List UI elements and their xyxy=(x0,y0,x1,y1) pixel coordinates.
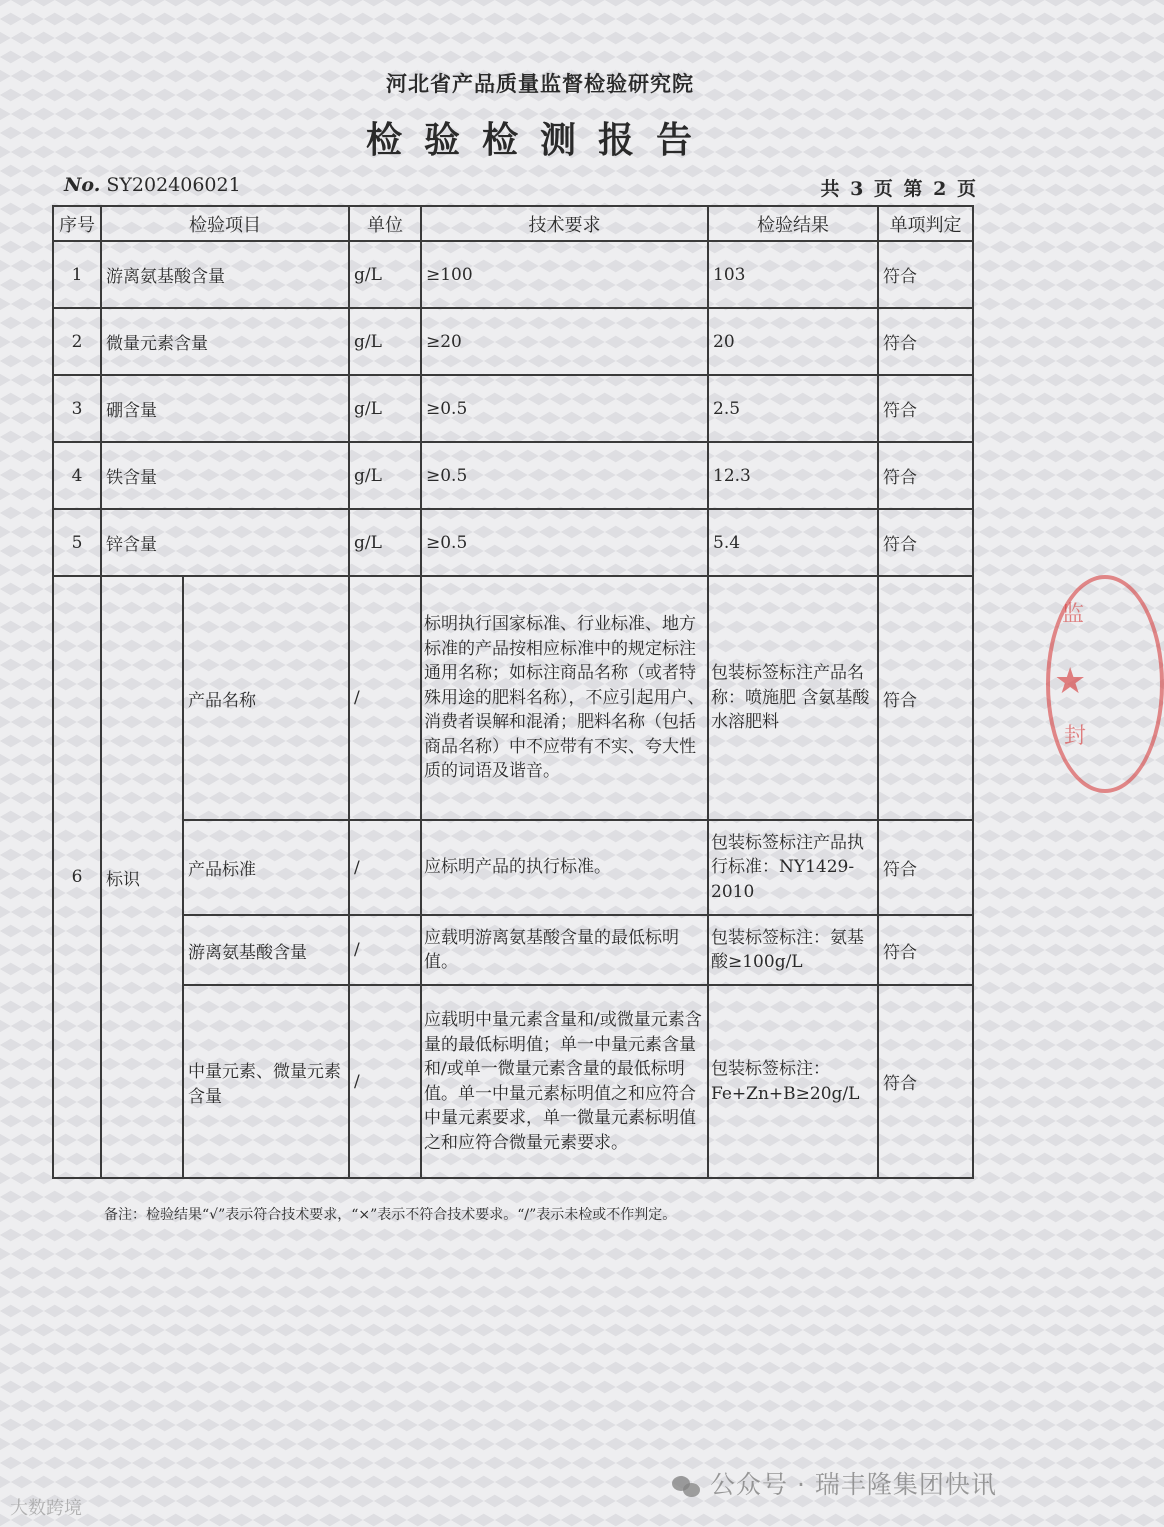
subitem-unit: / xyxy=(349,576,421,820)
row-unit: g/L xyxy=(349,442,421,509)
header-verdict: 单项判定 xyxy=(878,206,973,241)
subitem-requirement: 应标明产品的执行标准。 xyxy=(421,820,708,915)
stamp-text-top: 监 xyxy=(1062,602,1085,627)
header-unit: 单位 xyxy=(349,206,421,241)
row-unit: g/L xyxy=(349,375,421,442)
row-item: 硼含量 xyxy=(101,375,349,442)
header-item: 检验项目 xyxy=(101,206,349,241)
row-unit: g/L xyxy=(349,509,421,576)
header-no: 序号 xyxy=(53,206,101,241)
inspection-table xyxy=(52,205,974,1179)
header-requirement: 技术要求 xyxy=(421,206,708,241)
subitem-unit: / xyxy=(349,915,421,985)
subitem-verdict: 符合 xyxy=(878,985,973,1178)
subitem-result: 包装标签标注产品执行标准：NY1429-2010 xyxy=(708,820,878,915)
wechat-icon xyxy=(672,1474,702,1498)
subitem-verdict: 符合 xyxy=(878,820,973,915)
subitem-requirement: 应载明中量元素含量和/或微量元素含量的最低标明值；单一中量元素含量和/或单一微量元素含量的最低标明值。单一中量元素标明值之和应符合中量元素要求，单一微量元素标明值之和应符合微量元素要求。 xyxy=(421,985,708,1178)
row-result: 20 xyxy=(708,308,878,375)
row-verdict: 符合 xyxy=(878,308,973,375)
table-row xyxy=(53,375,973,442)
row-verdict: 符合 xyxy=(878,241,973,308)
row-requirement: ≥20 xyxy=(421,308,708,375)
institute-name: 河北省产品质量监督检验研究院 xyxy=(386,71,694,96)
subitem-name: 产品标准 xyxy=(183,820,349,915)
subitem-result: 包装标签标注：Fe+Zn+B≥20g/L xyxy=(708,985,878,1178)
label-group-item: 标识 xyxy=(101,576,183,1178)
table-row xyxy=(53,241,973,308)
table-row-label-name xyxy=(53,576,973,820)
remark-note: 备注：检验结果“√”表示符合技术要求，“×”表示不符合技术要求。“/”表示未检或不作判定。 xyxy=(104,1207,677,1223)
row-item: 游离氨基酸含量 xyxy=(101,241,349,308)
subitem-name: 游离氨基酸含量 xyxy=(183,915,349,985)
subitem-requirement: 应载明游离氨基酸含量的最低标明值。 xyxy=(421,915,708,985)
label-group-no: 6 xyxy=(53,576,101,1178)
page-info: 共 3 页 第 2 页 xyxy=(820,178,978,200)
report-number-prefix: No. xyxy=(64,174,101,196)
star-icon: ★ xyxy=(1054,661,1087,702)
table-row-label-standard xyxy=(53,820,973,915)
row-requirement: ≥0.5 xyxy=(421,375,708,442)
row-result: 5.4 xyxy=(708,509,878,576)
row-no: 2 xyxy=(53,308,101,375)
subitem-verdict: 符合 xyxy=(878,915,973,985)
row-no: 5 xyxy=(53,509,101,576)
subitem-verdict: 符合 xyxy=(878,576,973,820)
row-no: 4 xyxy=(53,442,101,509)
row-verdict: 符合 xyxy=(878,375,973,442)
subitem-requirement: 标明执行国家标准、行业标准、地方标准的产品按相应标准中的规定标注通用名称；如标注商品名称（或者特殊用途的肥料名称），不应引起用户、消费者误解和混淆；肥料名称（包括商品名称）中不应带有不实、夸大性质的词语及谐音。 xyxy=(421,576,708,820)
watermark-text: 公众号 · 瑞丰隆集团快讯 xyxy=(710,1470,997,1499)
row-item: 铁含量 xyxy=(101,442,349,509)
subitem-result: 包装标签标注产品名称：喷施肥 含氨基酸水溶肥料 xyxy=(708,576,878,820)
row-no: 1 xyxy=(53,241,101,308)
row-result: 2.5 xyxy=(708,375,878,442)
table-row xyxy=(53,308,973,375)
table-row xyxy=(53,442,973,509)
row-item: 微量元素含量 xyxy=(101,308,349,375)
report-number-value: SY202406021 xyxy=(106,174,241,196)
row-verdict: 符合 xyxy=(878,509,973,576)
row-unit: g/L xyxy=(349,308,421,375)
table-row-label-elements xyxy=(53,985,973,1178)
row-requirement: ≥100 xyxy=(421,241,708,308)
row-result: 103 xyxy=(708,241,878,308)
row-requirement: ≥0.5 xyxy=(421,442,708,509)
subitem-result: 包装标签标注：氨基酸≥100g/L xyxy=(708,915,878,985)
stamp-text-bottom: 封 xyxy=(1064,724,1087,749)
red-seal-stamp xyxy=(1046,575,1164,793)
row-unit: g/L xyxy=(349,241,421,308)
subitem-unit: / xyxy=(349,985,421,1178)
table-row xyxy=(53,509,973,576)
report-title: 检验检测报告 xyxy=(365,119,714,161)
table-header-row xyxy=(53,206,973,241)
report-number xyxy=(64,174,241,196)
table-row-label-amino xyxy=(53,915,973,985)
subitem-name: 中量元素、微量元素含量 xyxy=(183,985,349,1178)
watermark xyxy=(672,1465,997,1501)
row-result: 12.3 xyxy=(708,442,878,509)
row-requirement: ≥0.5 xyxy=(421,509,708,576)
row-no: 3 xyxy=(53,375,101,442)
corner-watermark: 大数跨境 xyxy=(10,1498,82,1519)
header-result: 检验结果 xyxy=(708,206,878,241)
row-item: 锌含量 xyxy=(101,509,349,576)
subitem-unit: / xyxy=(349,820,421,915)
row-verdict: 符合 xyxy=(878,442,973,509)
subitem-name: 产品名称 xyxy=(183,576,349,820)
